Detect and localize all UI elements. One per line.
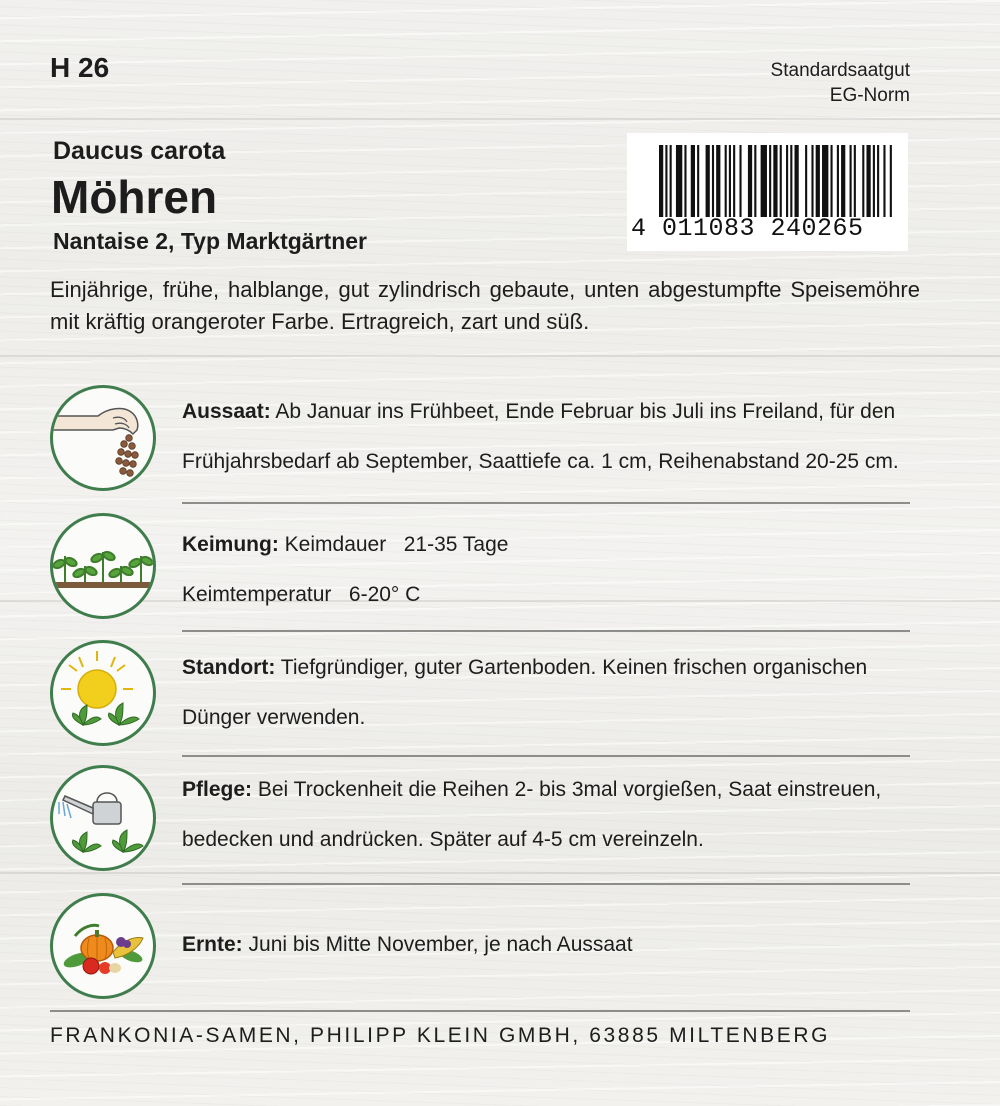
harvest-vegetables-icon (50, 893, 156, 999)
product-description: Einjährige, frühe, halblange, gut zylindrisch gebaute, unten abgestumpfte Speisemöhre mit kräftig orangeroter Farbe. Ertragreich, zart und süß. (50, 277, 920, 334)
barcode-bar (773, 145, 777, 217)
barcode-bar (691, 145, 695, 217)
hand-sowing-seeds-icon (50, 385, 156, 491)
pflege-line-1 (182, 765, 912, 815)
watering-can-icon (50, 765, 156, 871)
footer-company: FRANKONIA-SAMEN, PHILIPP KLEIN GMBH, 63885 MILTENBERG (50, 1024, 831, 1047)
barcode-bar (729, 145, 731, 217)
barcode-bar (862, 145, 864, 217)
ernte-label: Ernte: (182, 933, 243, 956)
barcode-bar (780, 145, 782, 217)
latin-name: Daucus carota (53, 137, 226, 165)
section-divider (182, 502, 910, 504)
keimdauer-value: 21-35 Tage (403, 533, 509, 556)
barcode-bar (754, 145, 756, 217)
barcode-bar (769, 145, 771, 217)
ernte-line-1 (182, 920, 912, 970)
wood-plank-seam (0, 872, 1000, 874)
seed-standard (771, 58, 910, 108)
product-variety: Nantaise 2, Typ Marktgärtner (53, 228, 368, 254)
barcode-number: 4 011083 240265 (631, 214, 864, 243)
barcode-bar (805, 145, 807, 217)
barcode-bar (697, 145, 699, 217)
keimung-line-2 (182, 570, 912, 620)
product-code: H 26 (50, 52, 110, 83)
section-divider (182, 755, 910, 757)
barcode-bar (712, 145, 714, 217)
barcode-bar (670, 145, 672, 217)
aussaat-line-1-text: Ab Januar ins Frühbeet, Ende Februar bis Juli ins Freiland, für den (275, 400, 896, 423)
barcode-bar (816, 145, 820, 217)
barcode-bar (873, 145, 875, 217)
barcode-bar (786, 145, 788, 217)
barcode-bar (837, 145, 839, 217)
standort-label: Standort: (182, 656, 276, 679)
keimtemperatur-value: 6-20° C (348, 583, 421, 606)
keimung-label: Keimung: (182, 533, 279, 556)
barcode-bar (733, 145, 735, 217)
barcode-bar (684, 145, 686, 217)
barcode-bar (659, 145, 663, 217)
ernte-text (182, 920, 912, 970)
standard-line-1: Standardsaatgut (770, 60, 910, 81)
barcode-bar (790, 145, 792, 217)
barcode-bar (830, 145, 832, 217)
barcode-bar (761, 145, 767, 217)
sun-and-plants-icon (50, 640, 156, 746)
ernte-line-1-text: Juni bis Mitte November, je nach Aussaat (248, 933, 633, 956)
barcode-bar (850, 145, 852, 217)
standard-line-2: EG-Norm (829, 85, 910, 106)
barcode-bars (659, 145, 894, 217)
standort-line-1 (182, 643, 912, 693)
footer-divider (50, 1010, 910, 1012)
standort-line-1-text: Tiefgründiger, guter Gartenboden. Keinen frischen organischen (280, 656, 868, 679)
pflege-text (182, 765, 912, 865)
barcode-bar (739, 145, 741, 217)
barcode-bar (706, 145, 710, 217)
barcode-bar (890, 145, 892, 217)
barcode-bar (822, 145, 828, 217)
barcode-bar (748, 145, 752, 217)
wood-plank-seam (0, 118, 1000, 120)
barcode-bar (665, 145, 667, 217)
aussaat-line-1 (182, 387, 912, 437)
seedlings-icon (50, 513, 156, 619)
barcode-bar (883, 145, 885, 217)
barcode (627, 133, 908, 251)
keimung-line-1 (182, 520, 912, 570)
aussaat-label: Aussaat: (182, 400, 271, 423)
standort-line-2: Dünger verwenden. (182, 706, 366, 729)
barcode-bar (725, 145, 727, 217)
wood-plank-seam (0, 355, 1000, 357)
barcode-bar (795, 145, 799, 217)
barcode-bar (877, 145, 879, 217)
aussaat-line-2: Frühjahrsbedarf ab September, Saattiefe ca. 1 cm, Reihenabstand 20-25 cm. (182, 450, 899, 473)
barcode-bar (676, 145, 682, 217)
barcode-bar (841, 145, 845, 217)
keimung-text (182, 520, 912, 620)
pflege-line-2: bedecken und andrücken. Später auf 4-5 cm vereinzeln. (182, 828, 704, 851)
barcode-bar (811, 145, 813, 217)
product-title: Möhren (51, 171, 218, 223)
pflege-label: Pflege: (182, 778, 253, 801)
pflege-line-1-text: Bei Trockenheit die Reihen 2- bis 3mal vorgießen, Saat einstreuen, (257, 778, 882, 801)
barcode-bar (716, 145, 720, 217)
barcode-bar (854, 145, 856, 217)
standort-text (182, 643, 912, 743)
keimdauer-label: Keimdauer (284, 533, 387, 556)
section-divider (182, 630, 910, 632)
section-divider (182, 883, 910, 885)
keimtemperatur-label: Keimtemperatur (182, 583, 332, 606)
aussaat-text (182, 387, 912, 487)
barcode-bar (866, 145, 870, 217)
